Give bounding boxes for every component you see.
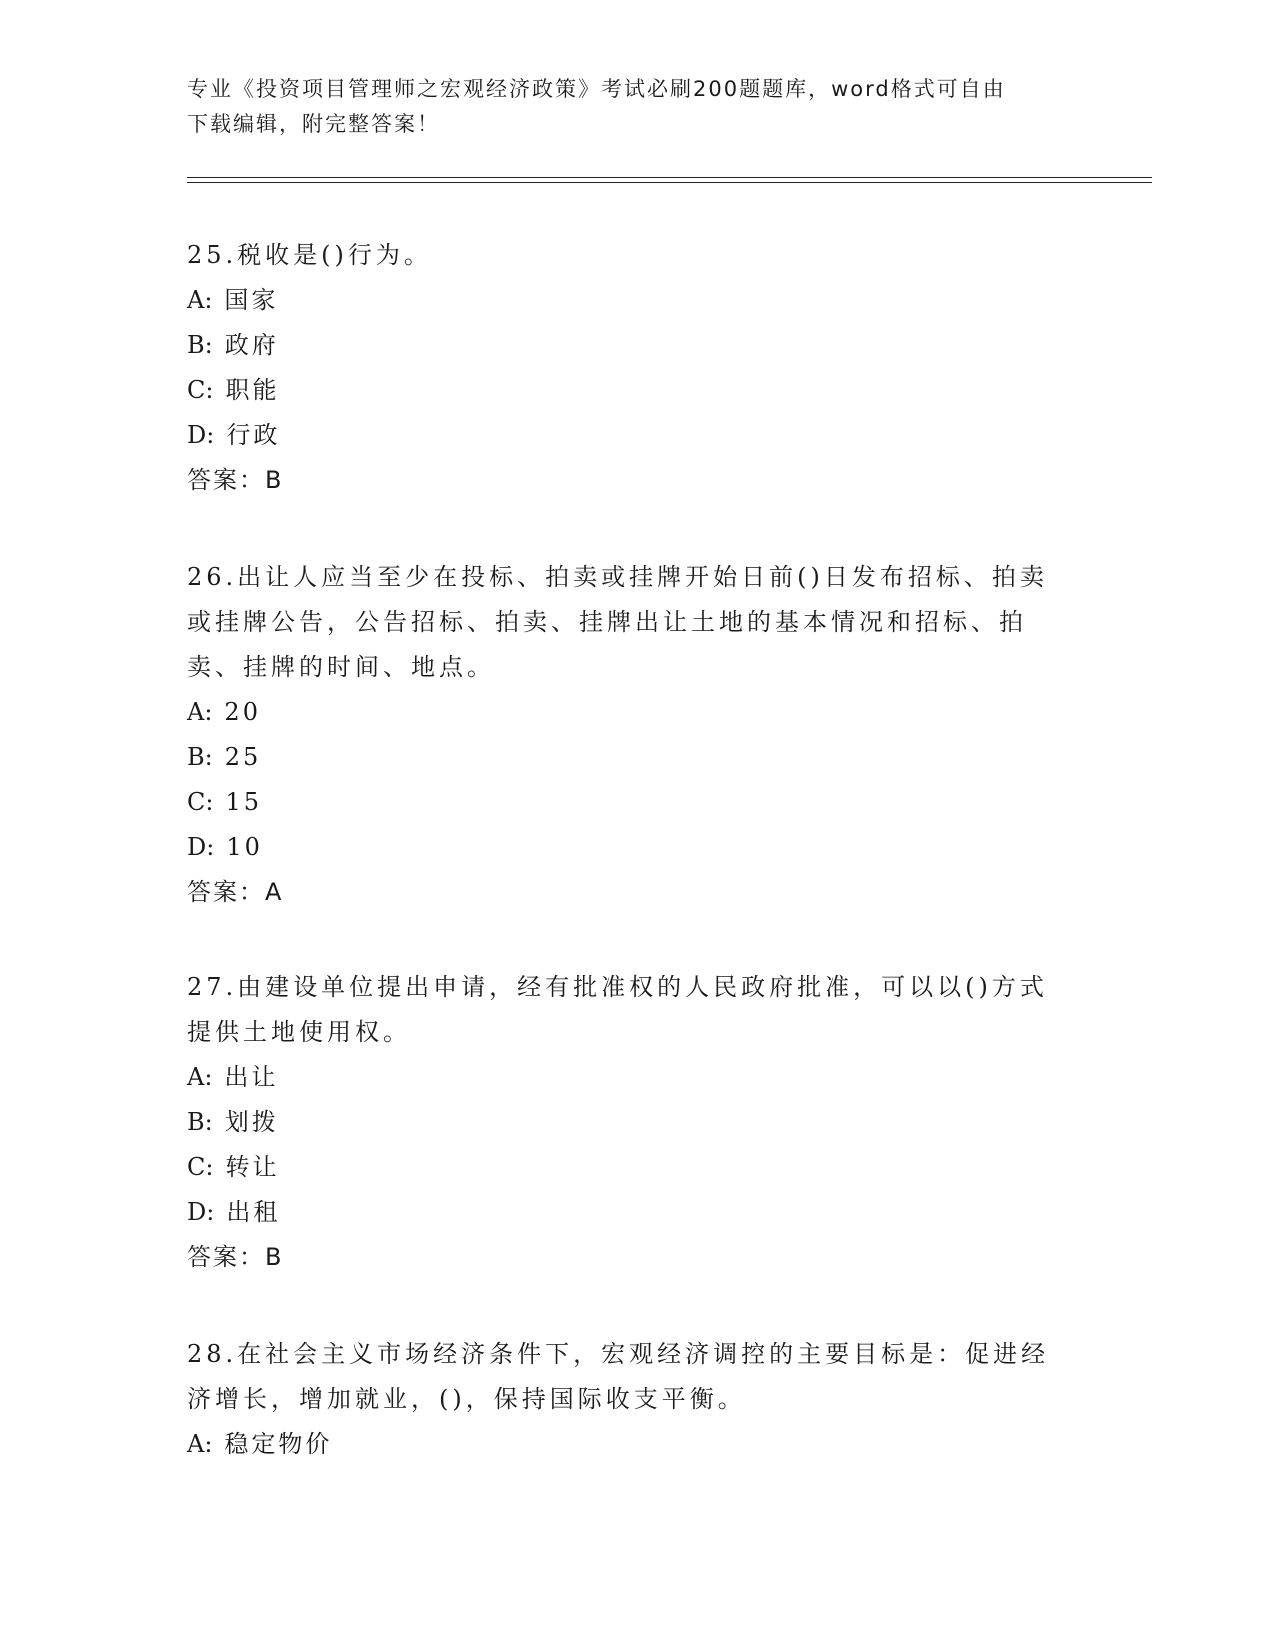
header-divider-bottom	[187, 182, 1152, 183]
option-letter: D:	[187, 1198, 215, 1226]
option-letter: A:	[187, 1063, 213, 1091]
answer-line: 答案：B	[187, 1243, 284, 1271]
header-line-2: 下载编辑，附完整答案！	[187, 112, 440, 136]
header-divider-top	[187, 177, 1152, 178]
option-b	[187, 1100, 1087, 1145]
option-text: 出租	[226, 1198, 281, 1226]
option-c	[187, 368, 1087, 413]
option-letter: C:	[187, 788, 214, 816]
option-text: 转让	[225, 1153, 280, 1181]
option-letter: D:	[187, 421, 215, 449]
question-stem-line: 卖、挂牌的时间、地点。	[187, 653, 495, 681]
option-text: 25	[224, 743, 262, 771]
question-28	[187, 1332, 1087, 1467]
option-c	[187, 1145, 1087, 1190]
document-header	[187, 72, 1067, 142]
option-letter: B:	[187, 1108, 213, 1136]
option-letter: C:	[187, 376, 214, 404]
option-b	[187, 323, 1087, 368]
option-text: 行政	[226, 421, 281, 449]
question-stem-line: 提供土地使用权。	[187, 1018, 411, 1046]
question-stem-line: 27.由建设单位提出申请，经有批准权的人民政府批准，可以以()方式	[187, 973, 1048, 1001]
question-27	[187, 965, 1087, 1280]
question-25	[187, 233, 1087, 503]
option-text: 20	[224, 698, 261, 726]
option-text: 稳定物价	[224, 1430, 333, 1458]
option-text: 10	[226, 833, 263, 861]
option-letter: A:	[187, 698, 213, 726]
option-letter: B:	[187, 331, 213, 359]
question-stem-line: 28.在社会主义市场经济条件下，宏观经济调控的主要目标是：促进经	[187, 1340, 1050, 1368]
option-text: 出让	[224, 1063, 279, 1091]
option-text: 职能	[225, 376, 280, 404]
question-stem-line: 25.税收是()行为。	[187, 241, 432, 269]
option-d	[187, 825, 1087, 870]
header-line-1: 专业《投资项目管理师之宏观经济政策》考试必刷200题题库，word格式可自由	[187, 77, 1006, 101]
option-c	[187, 780, 1087, 825]
answer-line: 答案：A	[187, 878, 284, 906]
answer-line: 答案：B	[187, 466, 284, 494]
option-a	[187, 278, 1087, 323]
question-stem-line: 26.出让人应当至少在投标、拍卖或挂牌开始日前()日发布招标、拍卖	[187, 563, 1048, 591]
option-a	[187, 690, 1087, 735]
question-stem-line: 济增长，增加就业，()，保持国际收支平衡。	[187, 1385, 746, 1413]
option-d	[187, 1190, 1087, 1235]
option-letter: A:	[187, 286, 213, 314]
option-letter: C:	[187, 1153, 214, 1181]
option-b	[187, 735, 1087, 780]
option-d	[187, 413, 1087, 458]
option-letter: B:	[187, 743, 213, 771]
option-letter: A:	[187, 1430, 213, 1458]
question-26	[187, 555, 1087, 915]
question-stem-line: 或挂牌公告，公告招标、拍卖、挂牌出让土地的基本情况和招标、拍	[187, 608, 1027, 636]
option-letter: D:	[187, 833, 215, 861]
option-text: 政府	[224, 331, 279, 359]
option-a	[187, 1055, 1087, 1100]
option-text: 15	[225, 788, 262, 816]
option-a	[187, 1422, 1087, 1467]
option-text: 划拨	[224, 1108, 279, 1136]
option-text: 国家	[224, 286, 279, 314]
